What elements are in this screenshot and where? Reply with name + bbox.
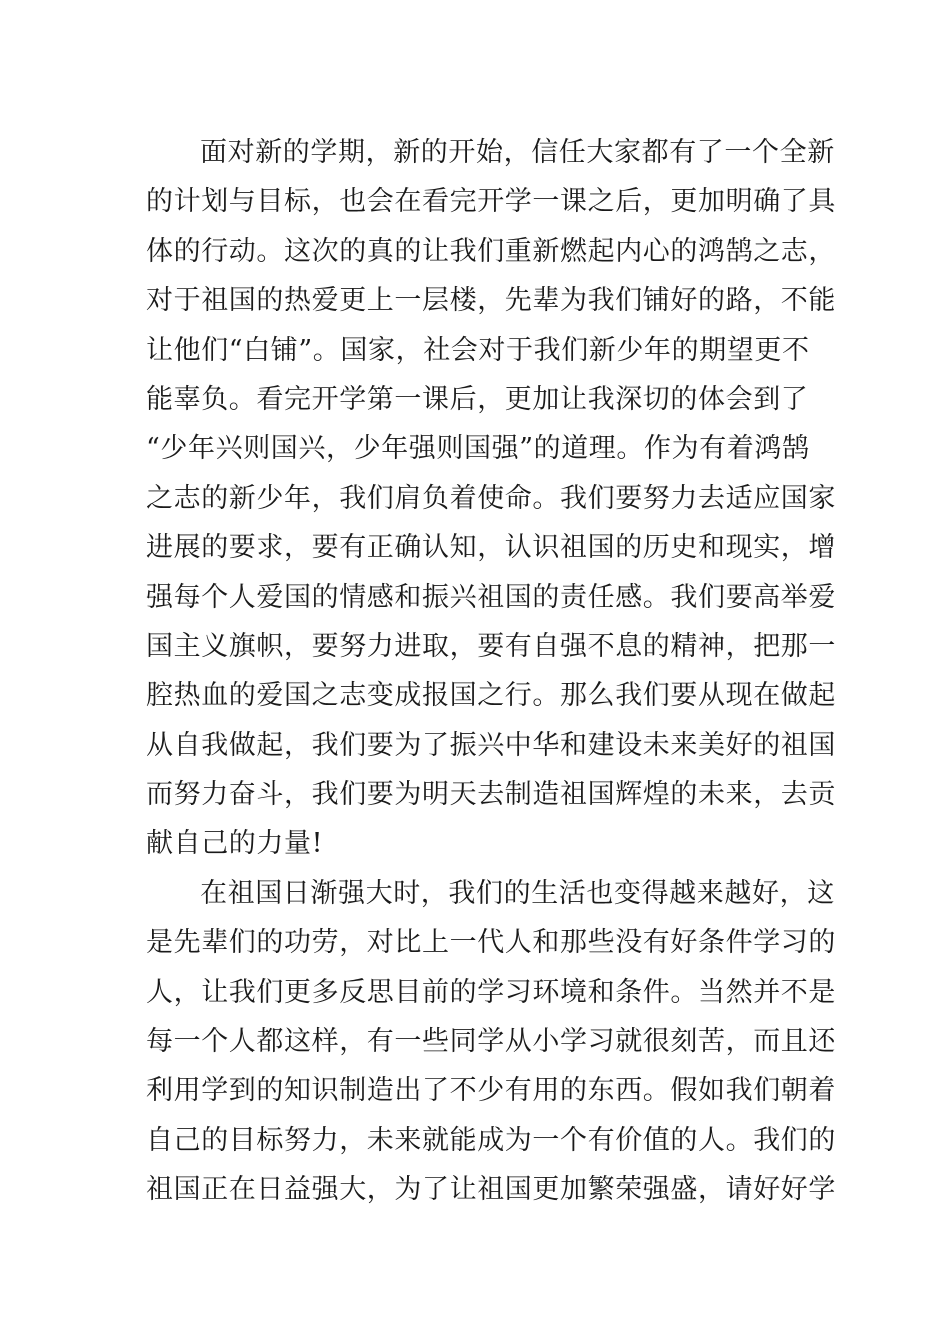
paragraph — [146, 128, 836, 869]
text-line: 自己的目标努力，未来就能成为一个有价值的人。我们的 — [146, 1124, 836, 1156]
text-line: 祖国正在日益强大，为了让祖国更加繁荣强盛，请好好学 — [146, 1174, 836, 1206]
document-body — [146, 128, 836, 1215]
text-line: 从自我做起，我们要为了振兴中华和建设未来美好的祖国 — [146, 729, 836, 761]
text-line: 在祖国日渐强大时，我们的生活也变得越来越好，这 — [200, 877, 835, 909]
text-line: “少年兴则国兴，少年强则国强”的道理。作为有着鸿鹄 — [146, 433, 810, 465]
text-line: 面对新的学期，新的开始，信任大家都有了一个全新 — [200, 137, 835, 168]
text-line: 让他们“白铺”。国家，社会对于我们新少年的期望更不 — [146, 334, 810, 366]
text-line: 体的行动。这次的真的让我们重新燃起内心的鸿鹄之志， — [146, 235, 836, 267]
text-line: 的计划与目标，也会在看完开学一课之后，更加明确了具 — [146, 186, 836, 218]
text-line: 是先辈们的功劳，对比上一代人和那些没有好条件学习的 — [146, 927, 836, 959]
text-line: 人，让我们更多反思目前的学习环境和条件。当然并不是 — [146, 976, 836, 1008]
text-line: 对于祖国的热爱更上一层楼，先辈为我们铺好的路，不能 — [146, 285, 836, 317]
paragraph — [146, 869, 836, 1215]
text-line: 献自己的力量! — [146, 828, 324, 860]
text-line: 进展的要求，要有正确认知，认识祖国的历史和现实，增 — [146, 532, 836, 564]
text-line: 而努力奋斗，我们要为明天去制造祖国辉煌的未来，去贡 — [146, 779, 836, 811]
text-line: 利用学到的知识制造出了不少有用的东西。假如我们朝着 — [146, 1075, 836, 1107]
text-line: 每一个人都这样，有一些同学从小学习就很刻苦，而且还 — [146, 1026, 836, 1058]
text-line: 强每个人爱国的情感和振兴祖国的责任感。我们要高举爱 — [146, 581, 836, 613]
text-line: 国主义旗帜，要努力进取，要有自强不息的精神，把那一 — [146, 630, 836, 662]
text-line: 腔热血的爱国之志变成报国之行。那么我们要从现在做起 — [146, 680, 836, 712]
text-line: 能辜负。看完开学第一课后，更加让我深切的体会到了 — [146, 383, 809, 415]
text-line: 之志的新少年，我们肩负着使命。我们要努力去适应国家 — [146, 482, 836, 514]
